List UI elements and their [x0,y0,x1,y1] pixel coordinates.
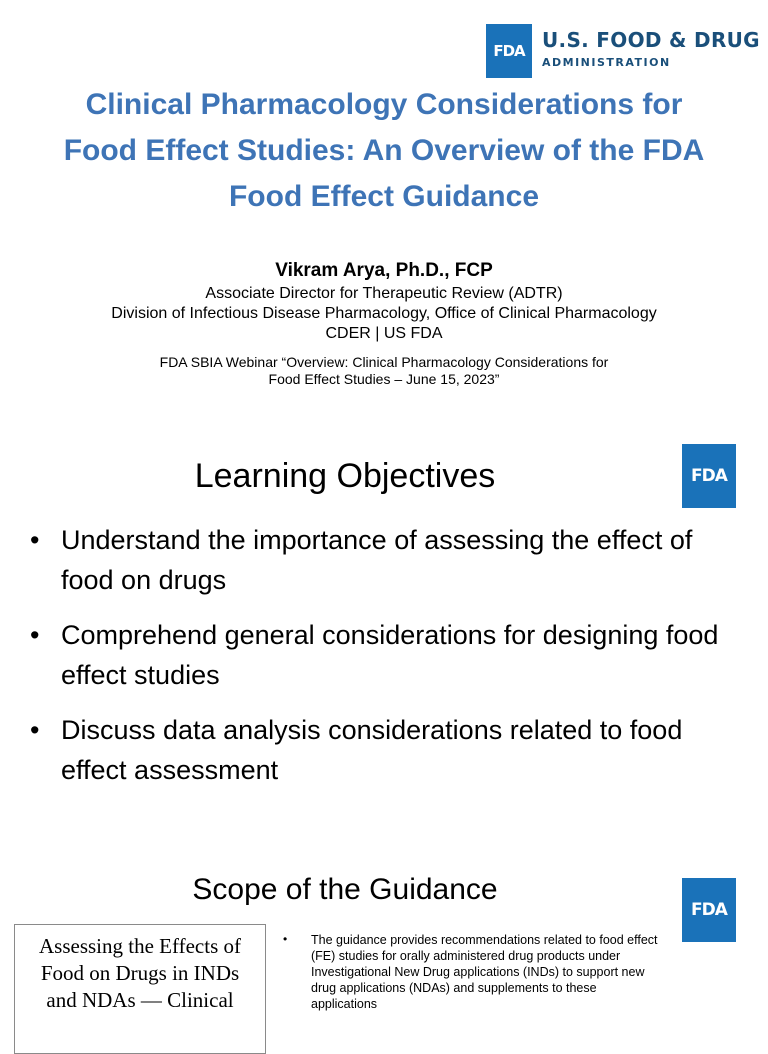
guidance-document-cover [14,924,266,1054]
cover-line: and NDAs — Clinical [46,988,234,1012]
list-item: • Understand the importance of assessing the effect of food on drugs [30,520,730,600]
author-division: Division of Infectious Disease Pharmacology, Office of Clinical Pharmacology [111,305,657,322]
cover-line: Food on Drugs in INDs [40,961,240,985]
scope-title: Scope of the Guidance [192,873,498,906]
objectives-title: Learning Objectives [194,457,496,495]
fda-logo-mark-text: FDA [691,900,727,920]
webinar-info: FDA SBIA Webinar “Overview: Clinical Pharmacology Considerations for Food Effect Studies – June 15, 2023” [159,354,609,387]
logo-line1: U.S. FOOD & DRUG [542,28,760,52]
list-item: • Discuss data analysis considerations related to food effect assessment [30,710,730,790]
objectives-list [30,520,730,805]
fda-logo-mark-text: FDA [493,42,525,60]
scope-bullet-text: The guidance provides recommendations related to food effect (FE) studies for orally administered drug products under Investigational New Drug applications (INDs) to support new drug applications (NDAs) and supplements to these applications [311,933,658,1011]
author-block [100,258,668,388]
presentation-title [0,82,768,220]
author-org: CDER | US FDA [325,325,443,342]
list-item: • Comprehend general considerations for designing food effect studies [30,615,730,695]
fda-logo-mark [486,24,532,78]
title-line: Food Effect Guidance [228,180,540,213]
fda-logo-mark [682,878,736,942]
cover-line: Assessing the Effects of [39,934,241,958]
fda-logo-mark-text: FDA [691,466,727,486]
fda-logo-wordmark [542,28,760,69]
fda-logo-mark [682,444,736,508]
author-name: Vikram Arya, Ph.D., FCP [275,260,493,281]
bullet-marker: • [283,932,288,946]
title-line: Clinical Pharmacology Considerations for [85,88,683,121]
logo-line2: ADMINISTRATION [542,56,671,69]
title-line: Food Effect Studies: An Overview of the FDA [63,134,705,167]
author-role: Associate Director for Therapeutic Review (ADTR) [205,285,563,302]
